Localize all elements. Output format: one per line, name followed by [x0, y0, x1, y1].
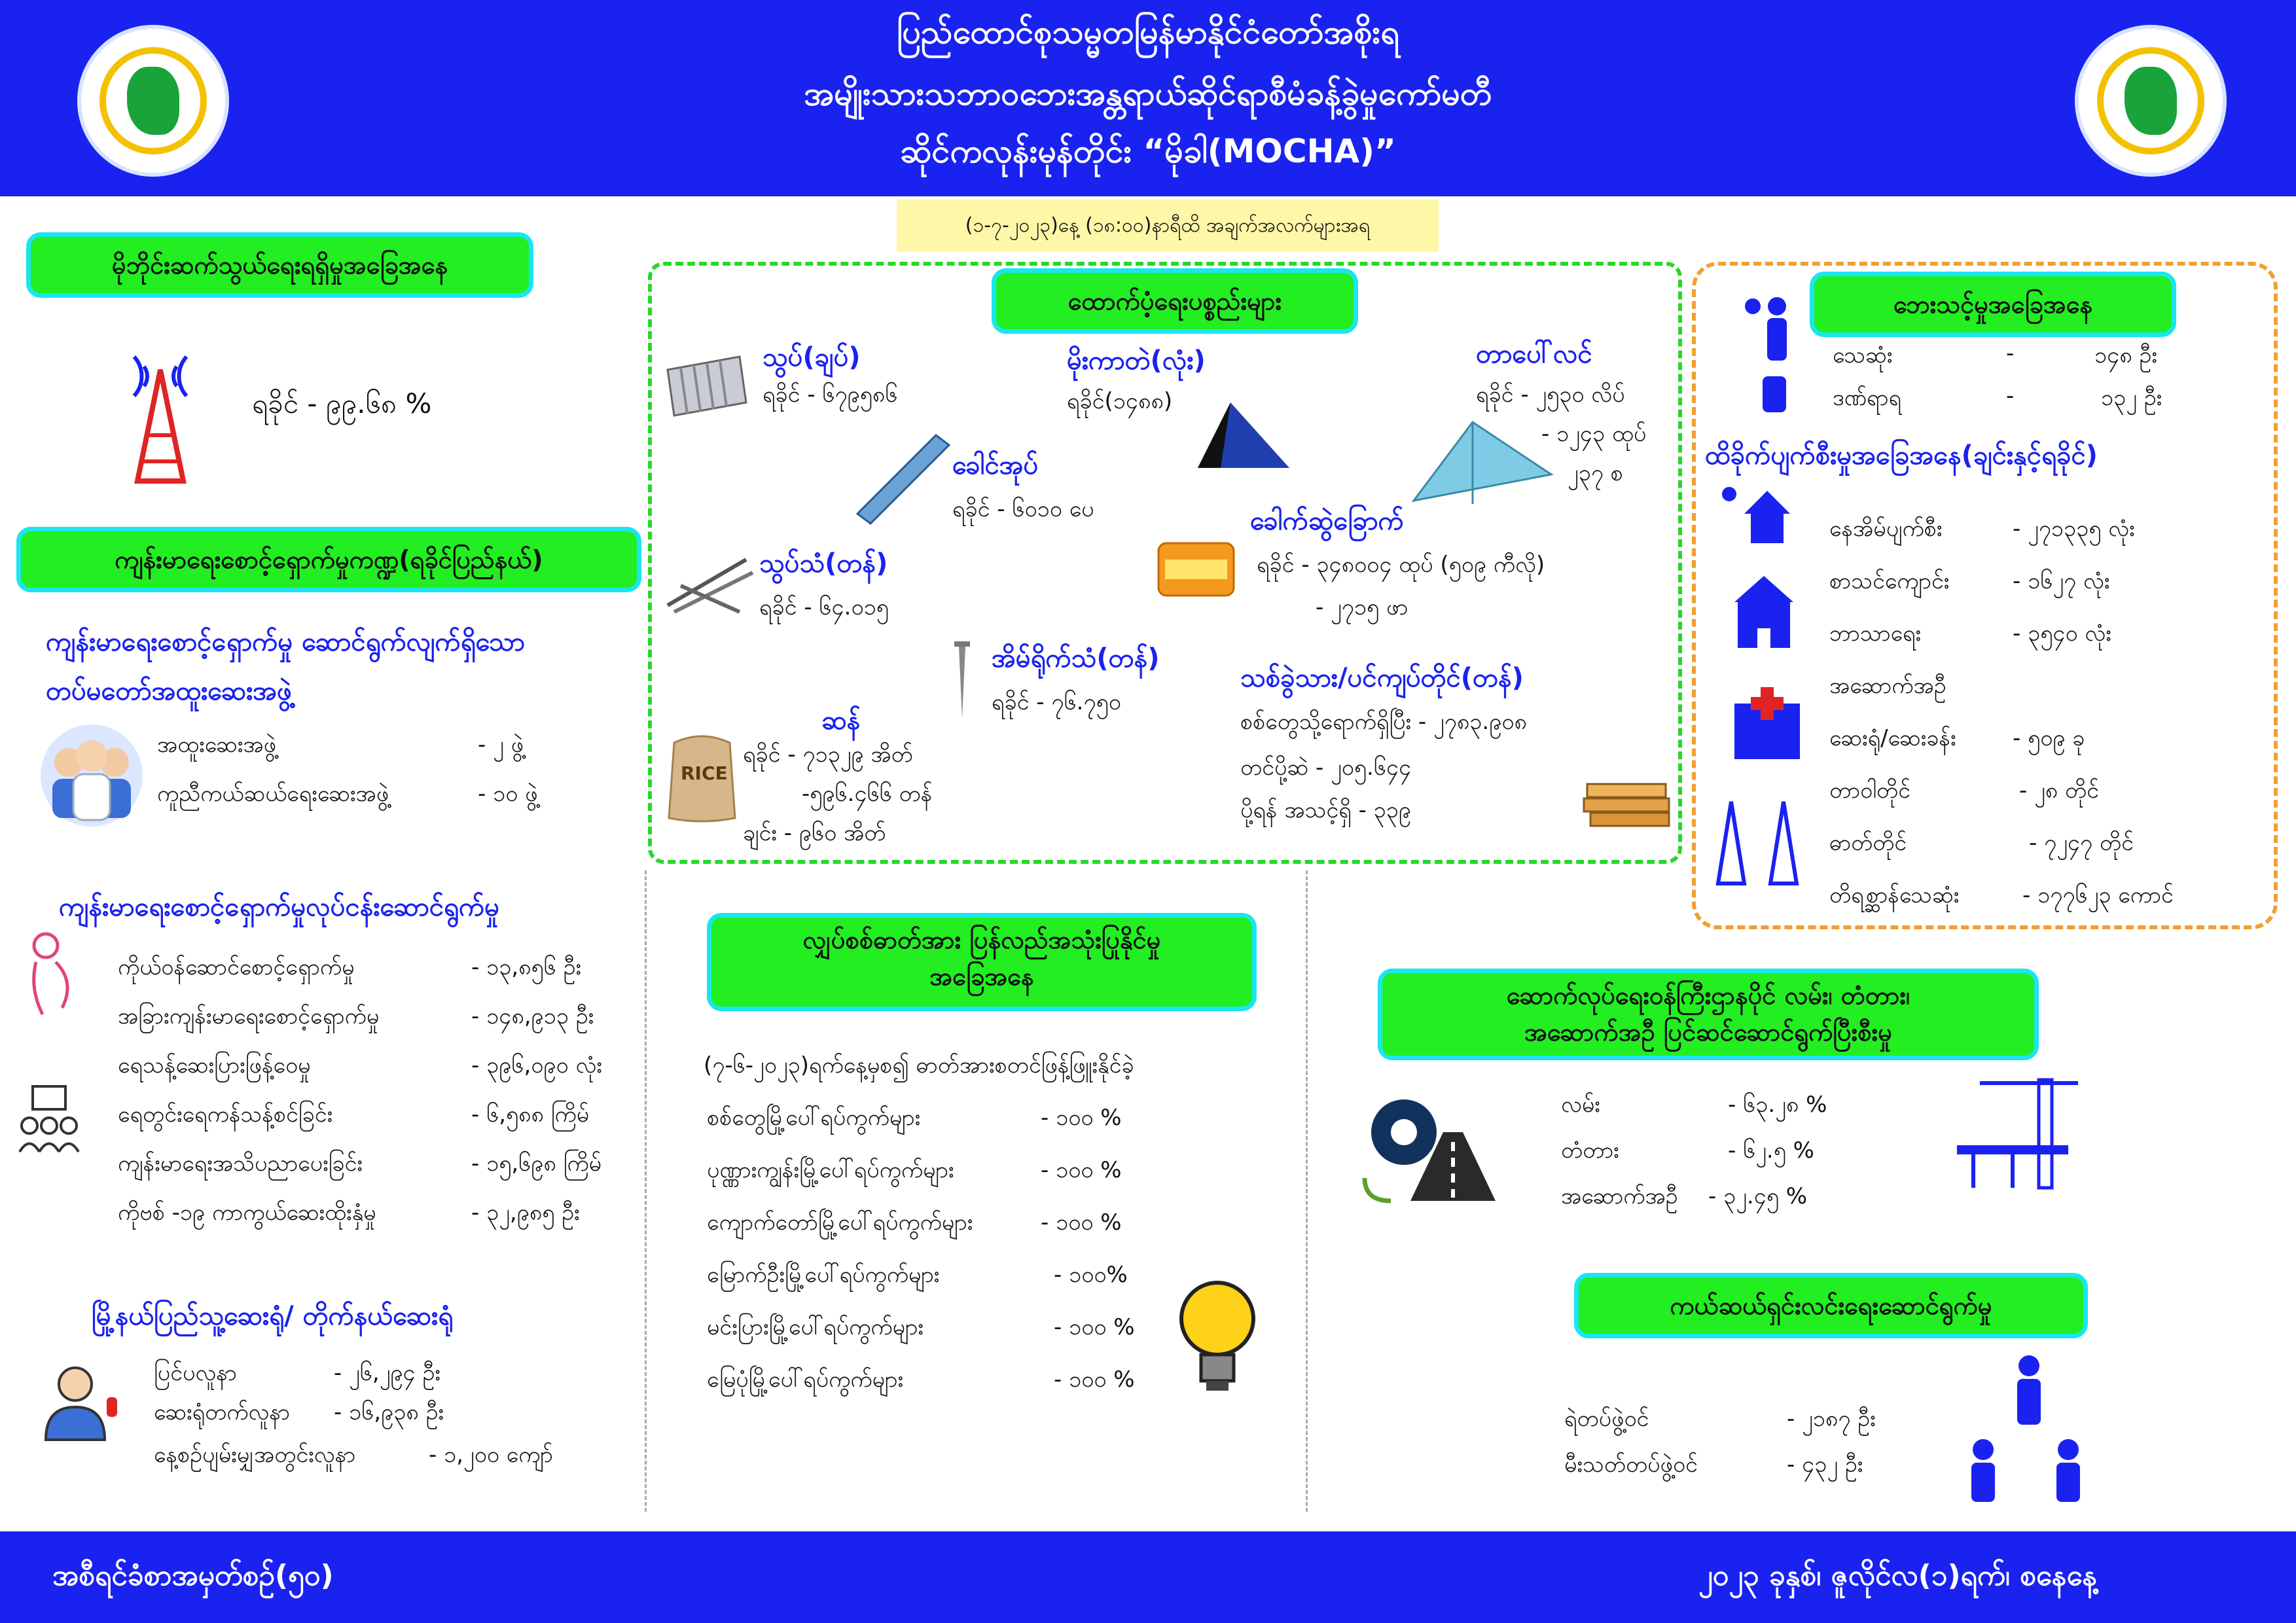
electricity-row-5-label: မင်းပြားမြို့ပေါ်ရပ်ကွက်များ [707, 1314, 924, 1340]
damage-row-7-label: ဓာတ်တိုင် [1829, 830, 1907, 856]
rice-value-2: -၅၉၆.၄၆၆ တန် [802, 781, 933, 807]
school-icon [1728, 573, 1800, 651]
damage-row-5-value: - ၅၀၉ ခု [2013, 725, 2085, 751]
activity-row-1-label: ကိုယ်ဝန်ဆောင်စောင့်ရှောက်မှု [118, 954, 355, 980]
report-date-tag: (၁-၇-၂၀၂၃)နေ့ (၁၈:၀၀)နာရီထိ အချက်အလက်များအရ [897, 200, 1439, 252]
rescue-row-2-value: - ၄၃၂ ဦး [1787, 1452, 1863, 1478]
rescue-title: ကယ်ဆယ်ရှင်းလင်းရေးဆောင်ရွက်မှု [1574, 1273, 2088, 1338]
roofing-nails-value: ရခိုင် - ၆၄.၀၁၅ [759, 594, 889, 620]
education-group-icon [13, 1080, 85, 1158]
bridge-crane-icon [1954, 1073, 2085, 1191]
divider-middle [1306, 870, 1308, 1512]
nails-icon [661, 546, 759, 618]
house-nail-icon [952, 641, 972, 720]
damage-row-1-label: နေအိမ်ပျက်စီး [1829, 516, 1943, 542]
damage-row-5-label: ဆေးရုံ/ဆေးခန်း [1829, 725, 1956, 751]
electricity-row-3-value: - ၁၀၀ % [1041, 1209, 1122, 1236]
electricity-row-2-value: - ၁၀၀ % [1041, 1157, 1122, 1183]
construction-row-1-value: - ၆၃.၂၈ % [1728, 1092, 1827, 1118]
activity-row-2-label: အခြားကျန်းမာရေးစောင့်ရှောက်မှု [118, 1003, 380, 1029]
casualty-row-1-value: ၁၄၈ ဦး [2094, 342, 2157, 368]
electricity-intro: (၇-၆-၂၀၂၃)ရက်နေ့မှစ၍ ဓာတ်အားစတင်ဖြန့်ဖြူးနိုင်ခဲ့ [704, 1052, 1134, 1079]
hospital-row-3-label: နေ့စဉ်ပျမ်းမျှအတွင်းလူနာ [154, 1442, 356, 1468]
telecom-value: ရခိုင် - ၉၉.၆၈ % [252, 387, 432, 419]
casualty-row-2-value: ၁၃၂ ဦး [2101, 385, 2162, 411]
electricity-title [707, 913, 1257, 1011]
electricity-title-line2: အခြေအနေ [929, 962, 1034, 991]
activity-row-6-label: ကိုဗစ် -၁၉ ကာကွယ်ဆေးထိုးနှံမှု [118, 1200, 376, 1226]
activity-row-6-value: - ၃၂,၉၈၅ ဦး [471, 1200, 580, 1226]
construction-title-line1: ဆောက်လုပ်ရေးဝန်ကြီးဌာနပိုင် လမ်း၊ တံတား၊ [1506, 981, 1910, 1010]
road-gear-icon [1352, 1086, 1502, 1204]
casualty-row-2-dash: - [2006, 383, 2015, 409]
noodle-value-1: ရခိုင် - ၃၄၈၀၀၄ ထုပ် (၅၀၉ ကီလို) [1257, 552, 1545, 578]
activity-row-5-label: ကျန်းမာရေးအသိပညာပေးခြင်း [118, 1150, 363, 1177]
electricity-row-3-label: ကျောက်တော်မြို့ပေါ်ရပ်ကွက်များ [707, 1209, 973, 1236]
timber-loading: တင်ပို့ဆဲ - ၂၀၅.၆၄၄ [1240, 755, 1412, 781]
damage-row-1-value: - ၂၇၁၃၃၅ လုံး [2013, 516, 2135, 542]
damage-row-6-value: - ၂၈ တိုင် [2019, 777, 2099, 804]
cell-tower-icon [108, 330, 213, 488]
tent-icon [1185, 396, 1299, 474]
hospital-title: မြို့နယ်ပြည်သူ့ဆေးရုံ/ တိုက်နယ်ဆေးရုံ [92, 1301, 454, 1331]
medical-team-icon [39, 723, 144, 828]
activity-row-4-label: ရေတွင်းရေကန်သန့်စင်ခြင်း [118, 1101, 333, 1128]
damage-row-2-value: - ၁၆၂၇ လုံး [2013, 568, 2110, 594]
electricity-row-4-label: မြောက်ဦးမြို့ပေါ်ရပ်ကွက်များ [707, 1262, 940, 1288]
casualty-row-1-label: သေဆုံး [1833, 342, 1893, 368]
activity-row-4-value: - ၆,၅၈၈ ကြိမ် [471, 1101, 590, 1128]
hospital-row-2-value: - ၁၆,၉၃၈ ဦး [334, 1399, 444, 1425]
tarpaulin-value-1: ရခိုင် - ၂၅၃၀ လိပ် [1476, 382, 1625, 408]
health-teams-title-2: တပ်မတော်အထူးဆေးအဖွဲ့ [46, 676, 292, 706]
hospital-building-icon [1728, 684, 1806, 762]
electricity-row-6-label: မြေပုံမြို့ပေါ်ရပ်ကွက်များ [707, 1366, 904, 1393]
noodle-pack-icon [1155, 537, 1237, 602]
rice-name: ဆန် [821, 705, 861, 736]
telecom-title: မိုဘိုင်းဆက်သွယ်ရေးရရှိမှုအခြေအနေ [26, 232, 533, 298]
government-logo-left [77, 25, 229, 177]
tarpaulin-value-2: - ၁၂၄၃ ထုပ် [1541, 421, 1647, 447]
rescue-row-1-label: ရဲတပ်ဖွဲ့ဝင် [1564, 1406, 1649, 1432]
activity-row-3-value: - ၃၉၆,၀၉၀ လုံး [471, 1052, 602, 1079]
damaged-house-icon [1721, 484, 1793, 550]
header-banner [0, 0, 2296, 196]
mosquito-net-value: ရခိုင်(၁၄၈၈) [1067, 388, 1173, 414]
pregnant-woman-icon [16, 929, 75, 1021]
health-teams-title-1: ကျန်းမာရေးစောင့်ရှောက်မှု ဆောင်ရွက်လျက်ရှိသော [46, 627, 525, 657]
house-nails-name: အိမ်ရိုက်သံ(တန်) [992, 643, 1160, 673]
health-team-row-2-value: - ၁၀ ဖွဲ့ [478, 781, 538, 807]
roofing-value: ရခိုင် - ၆၇၉၅၈၆ [762, 382, 898, 408]
activity-row-1-value: - ၁၃,၈၅၆ ဦး [471, 954, 582, 980]
construction-row-1-label: လမ်း [1561, 1092, 1600, 1118]
rice-value-3: ချင်း - ၉၆၀ အိတ် [743, 820, 886, 846]
roofing-nails-name: သွပ်သံ(တန်) [759, 548, 888, 579]
casualty-row-1-dash: - [2006, 340, 2015, 366]
timber-received: စစ်တွေသို့ရောက်ရှိပြီး - ၂၇၈၃.၉၀၈ [1240, 709, 1527, 735]
government-logo-right [2075, 25, 2227, 177]
power-tower-icon [1712, 795, 1810, 887]
casualty-title: ဘေးသင့်မှုအခြေအနေ [1810, 272, 2176, 337]
electricity-row-6-value: - ၁၀၀ % [1054, 1366, 1135, 1393]
electricity-row-1-value: - ၁၀၀ % [1041, 1105, 1122, 1131]
noodle-value-2: - ၂၇၁၅ ဖာ [1316, 594, 1408, 620]
report-date: ၂၀၂၃ ခုနှစ်၊ ဇူလိုင်လ(၁)ရက်၊ စနေနေ့ [1698, 1559, 2098, 1592]
tarpaulin-icon [1407, 416, 1558, 507]
electricity-row-4-value: - ၁၀၀% [1054, 1262, 1128, 1288]
timber-name: သစ်ခွဲသား/ပင်ကျပ်တိုင်(တန်) [1240, 663, 1524, 693]
noodle-name: ခေါက်ဆွဲခြောက် [1250, 506, 1404, 536]
health-team-row-2-label: ကူညီကယ်ဆယ်ရေးဆေးအဖွဲ့ [157, 781, 389, 807]
hospital-row-1-label: ပြင်ပလူနာ [154, 1360, 237, 1386]
tarpaulin-name: တာပေါ်လင် [1476, 339, 1592, 369]
header-title-line2: အမျိုးသားသဘာဝဘေးအန္တရာယ်ဆိုင်ရာစီမံခန့်ခွဲမှုကော်မတီ [804, 75, 1492, 113]
activity-row-5-value: - ၁၅,၆၉၈ ကြိမ် [471, 1150, 602, 1177]
hospital-row-2-label: ဆေးရုံတက်လူနာ [154, 1399, 290, 1425]
damage-row-6-label: တာဝါတိုင် [1829, 777, 1911, 804]
roofing-name: သွပ်(ချပ်) [762, 342, 861, 372]
activity-row-2-value: - ၁၄၈,၉၁၃ ဦး [471, 1003, 594, 1029]
doctor-icon [36, 1358, 121, 1443]
rescue-row-2-label: မီးသတ်တပ်ဖွဲ့ဝင် [1564, 1452, 1698, 1478]
health-team-row-1-label: အထူးဆေးအဖွဲ့ [157, 732, 276, 758]
footer-bar [0, 1531, 2296, 1623]
light-bulb-icon [1168, 1273, 1266, 1397]
header-title-line3: ဆိုင်ကလုန်းမုန်တိုင်း “မိုခါ(MOCHA)” [900, 132, 1396, 170]
rescue-row-1-value: - ၂၁၈၇ ဦး [1787, 1406, 1876, 1432]
casualty-person-icon [1741, 294, 1800, 416]
house-nails-value: ရခိုင် - ၇၆.၇၅၀ [992, 689, 1121, 715]
health-activities-title: ကျန်းမာရေးစောင့်ရှောက်မှုလုပ်ငန်းဆောင်ရွက်မှု [59, 892, 500, 922]
health-team-row-1-value: - ၂ ဖွဲ့ [478, 732, 524, 758]
construction-row-3-label: အဆောက်အဦ [1561, 1183, 1678, 1209]
report-number: အစီရင်ခံစာအမှတ်စဉ်(၅၀) [52, 1559, 334, 1592]
rice-value-1: ရခိုင် - ၇၁၃၂၉ အိတ် [743, 741, 913, 768]
hospital-row-1-value: - ၂၆,၂၉၄ ဦး [334, 1360, 440, 1386]
relief-supplies-title: ထောက်ပံ့ရေးပစ္စည်းများ [992, 268, 1358, 334]
damage-title: ထိခိုက်ပျက်စီးမှုအခြေအနေ(ချင်းနှင့်ရခိုင်) [1705, 440, 2098, 471]
ridge-cap-icon [851, 429, 956, 527]
timber-pending: ပို့ရန် အသင့်ရှိ - ၃၃၉ [1240, 797, 1412, 823]
damage-row-2-label: စာသင်ကျောင်း [1829, 568, 1950, 594]
damage-row-4-label: အဆောက်အဦ [1829, 673, 1946, 699]
electricity-title-line1: လျှပ်စစ်ဓာတ်အား ပြန်လည်အသုံးပြုနိုင်မှု [802, 925, 1161, 954]
ridge-name: ခေါင်အုပ် [952, 450, 1039, 480]
timber-stack-icon [1581, 759, 1672, 831]
header-title-line1: ပြည်ထောင်စုသမ္မတမြန်မာနိုင်ငံတော်အစိုးရ [897, 13, 1399, 51]
mosquito-net-name: မိုးကာတဲ(လုံး) [1067, 346, 1206, 376]
activity-row-3-label: ရေသန့်ဆေးပြားဖြန့်ဝေမှု [118, 1052, 311, 1079]
rice-sack-label: RICE [681, 762, 728, 784]
damage-row-7-value: - ၇၂၄၇ တိုင် [2029, 830, 2134, 856]
electricity-row-2-label: ပုဏ္ဏားကျွန်းမြို့ပေါ်ရပ်ကွက်များ [707, 1157, 954, 1183]
rescue-workers-icon [1957, 1351, 2094, 1512]
damage-row-3-value: - ၃၅၄၀ လုံး [2013, 620, 2111, 647]
construction-title [1378, 969, 2039, 1060]
ridge-value: ရခိုင် - ၆၀၁၀ ပေ [952, 496, 1094, 522]
construction-row-3-value: - ၃၂.၄၅ % [1708, 1183, 1808, 1209]
construction-title-line2: အဆောက်အဦ ပြင်ဆင်ဆောင်ရွက်ပြီးစီးမှု [1524, 1018, 1892, 1046]
electricity-row-1-label: စစ်တွေမြို့ပေါ်ရပ်ကွက်များ [707, 1105, 921, 1131]
construction-row-2-label: တံတား [1561, 1137, 1619, 1164]
tarpaulin-value-3: ၂၃၇ စ [1568, 460, 1623, 486]
damage-row-8-label: တိရစ္ဆာန်သေဆုံး [1829, 882, 1960, 908]
health-care-title: ကျန်းမာရေးစောင့်ရှောက်မှုကဏ္ဍ(ရခိုင်ပြည်နယ်) [16, 527, 641, 592]
casualty-row-2-label: ဒဏ်ရာရ [1833, 385, 1902, 411]
damage-row-3-label: ဘာသာရေး [1829, 620, 1922, 647]
electricity-row-5-value: - ၁၀၀ % [1054, 1314, 1135, 1340]
construction-row-2-value: - ၆၂.၅ % [1728, 1137, 1814, 1164]
divider-left [645, 870, 647, 1512]
damage-row-8-value: - ၁၇၇၆၂၃ ကောင် [2022, 882, 2174, 908]
hospital-row-3-value: - ၁,၂၀၀ ကျော် [429, 1442, 553, 1468]
roofing-sheet-icon [661, 350, 753, 422]
